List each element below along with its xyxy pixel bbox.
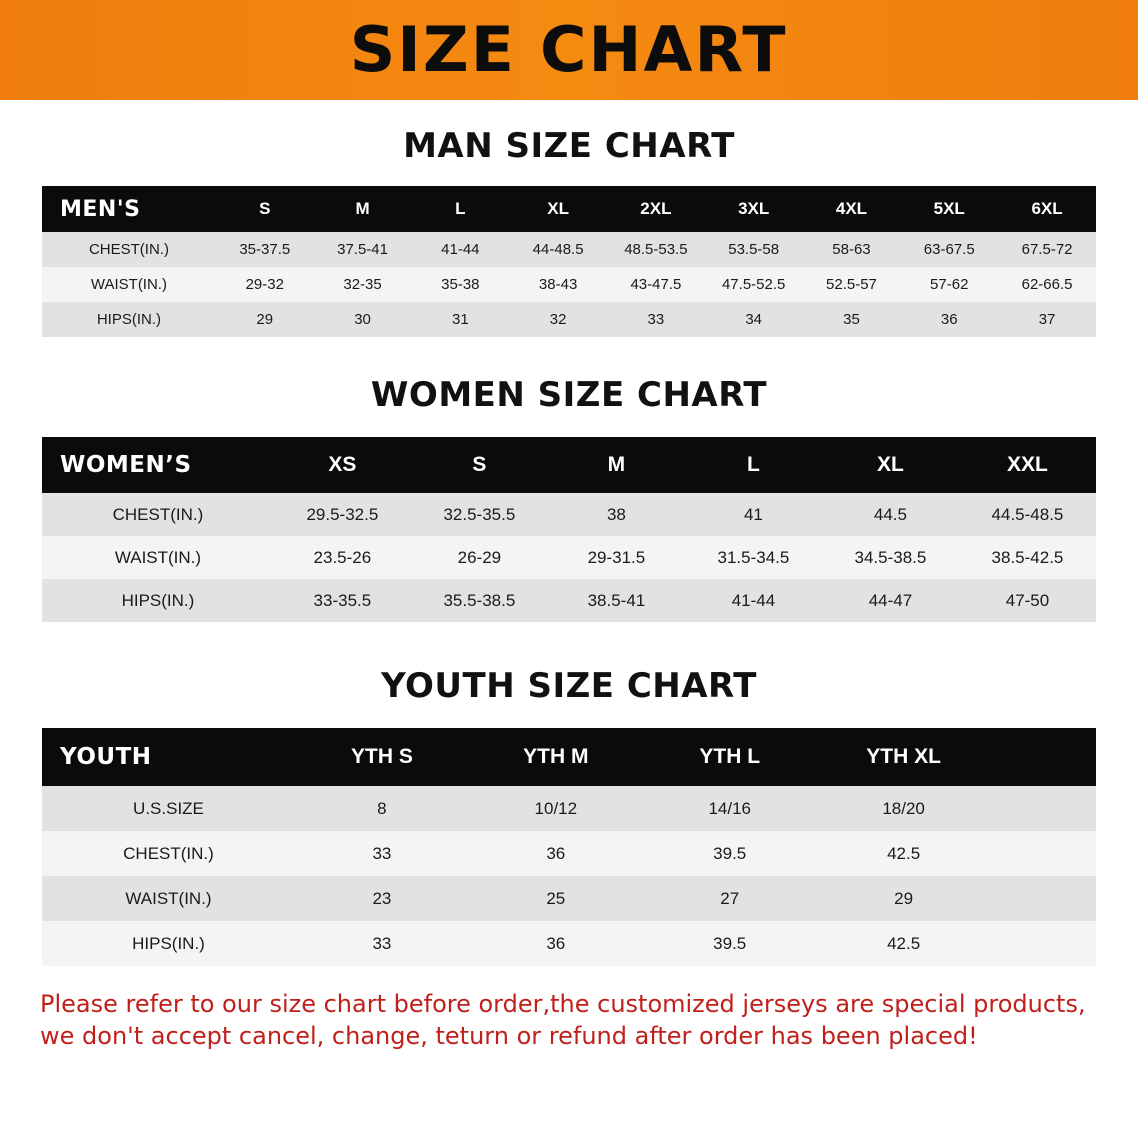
table-cell: 25: [546, 888, 566, 908]
table-cell: 44-48.5: [532, 241, 584, 258]
table-cell: 39.5: [713, 933, 747, 953]
column-header: YTH XL: [817, 728, 991, 786]
table-cell: 62-66.5: [1021, 276, 1073, 293]
table-row: [42, 876, 1096, 921]
table-cell: 33: [372, 933, 392, 953]
table-cell: 48.5-53.5: [624, 241, 688, 258]
column-header: L: [411, 186, 509, 232]
table-cell: 34: [745, 311, 763, 328]
table-cell-spacer: [991, 876, 1096, 921]
row-label: WAIST(IN.): [125, 888, 212, 908]
row-label: WAIST(IN.): [90, 276, 167, 293]
column-header: YTH L: [643, 728, 817, 786]
column-header: S: [411, 437, 548, 493]
table-cell: 38.5-41: [587, 590, 646, 610]
column-header: L: [685, 437, 822, 493]
column-header: S: [216, 186, 314, 232]
column-header: XL: [822, 437, 959, 493]
table-row: [42, 579, 1096, 622]
table-cell: 27: [720, 888, 740, 908]
table-cell: 44-47: [868, 590, 913, 610]
table-row: [42, 921, 1096, 966]
women-table-wrapper: [0, 437, 1138, 622]
table-header-row: [42, 437, 1096, 493]
table-row: [42, 786, 1096, 831]
table-cell: 47.5-52.5: [721, 276, 786, 293]
table-cell: 36: [546, 933, 566, 953]
table-cell: 31.5-34.5: [717, 547, 790, 567]
youth-section-title: YOUTH SIZE CHART: [381, 666, 757, 706]
table-cell: 41-44: [731, 590, 776, 610]
table-cell: 57-62: [930, 276, 969, 293]
order-policy-note: [40, 988, 1098, 1053]
table-cell: 8: [377, 798, 387, 818]
header-banner: [0, 0, 1138, 100]
table-cell: 36: [940, 311, 958, 328]
man-table-wrapper: [0, 186, 1138, 337]
table-cell: 36: [546, 843, 566, 863]
table-cell: 14/16: [708, 798, 751, 818]
table-cell: 47-50: [1005, 590, 1050, 610]
table-cell: 35-37.5: [239, 241, 291, 258]
page-title: SIZE CHART: [350, 13, 788, 86]
table-cell: 42.5: [887, 843, 921, 863]
table-cell: 37: [1038, 311, 1056, 328]
man-section-title: MAN SIZE CHART: [403, 126, 735, 166]
table-cell: 29.5-32.5: [306, 504, 379, 524]
row-label: CHEST(IN.): [88, 241, 169, 258]
table-cell-spacer: [991, 786, 1096, 831]
table-cell: 33: [647, 311, 665, 328]
youth-table-body: [42, 786, 1096, 966]
table-cell: 23: [372, 888, 392, 908]
column-header: 5XL: [900, 186, 998, 232]
table-row: [42, 232, 1096, 267]
column-header: 3XL: [705, 186, 803, 232]
youth-table-wrapper: [0, 728, 1138, 966]
table-cell: 29: [256, 311, 274, 328]
women-section-title: WOMEN SIZE CHART: [370, 375, 768, 415]
table-cell: 32: [549, 311, 567, 328]
column-header-spacer: [991, 728, 1096, 786]
table-header-row: [42, 728, 1096, 786]
table-cell: 38: [606, 504, 626, 524]
column-header: 4XL: [803, 186, 901, 232]
youth-table-head: [42, 728, 1096, 786]
column-header: 6XL: [998, 186, 1096, 232]
table-cell: 39.5: [713, 843, 747, 863]
table-row: [42, 302, 1096, 337]
row-label: U.S.SIZE: [133, 798, 204, 818]
table-row: [42, 536, 1096, 579]
table-cell: 37.5-41: [337, 241, 388, 258]
row-label: HIPS(IN.): [121, 590, 195, 610]
column-header: YTH S: [295, 728, 469, 786]
table-cell: 38.5-42.5: [991, 547, 1064, 567]
table-cell-spacer: [991, 831, 1096, 876]
men-table-head: [42, 186, 1096, 232]
table-cell: 53.5-58: [728, 241, 780, 258]
column-header: XS: [274, 437, 411, 493]
table-cell: 30: [354, 311, 371, 328]
column-header: M: [548, 437, 685, 493]
men-size-table: [42, 186, 1096, 337]
table-cell: 32-35: [343, 276, 382, 293]
table-cell: 29: [894, 888, 914, 908]
table-cell: 58-63: [832, 241, 871, 258]
table-corner-label: MEN'S: [42, 186, 216, 232]
table-cell: 35-38: [441, 276, 480, 293]
table-cell: 26-29: [457, 547, 502, 567]
table-cell: 35.5-38.5: [443, 590, 516, 610]
women-table-body: [42, 493, 1096, 622]
women-size-table: [42, 437, 1096, 622]
table-cell: 31: [451, 311, 469, 328]
table-cell: 33-35.5: [313, 590, 372, 610]
table-row: [42, 493, 1096, 536]
column-header: M: [314, 186, 412, 232]
column-header: XL: [509, 186, 607, 232]
table-cell: 44.5: [873, 504, 907, 524]
table-row: [42, 267, 1096, 302]
row-label: HIPS(IN.): [132, 933, 205, 953]
note-line-1: Please refer to our size chart before order,the customized jerseys are special products,: [40, 990, 1086, 1018]
table-cell-spacer: [991, 921, 1096, 966]
table-cell: 35: [843, 311, 860, 328]
table-cell: 29-32: [245, 276, 284, 293]
table-cell: 52.5-57: [826, 276, 877, 293]
column-header: XXL: [959, 437, 1096, 493]
table-cell: 34.5-38.5: [854, 547, 927, 567]
row-label: CHEST(IN.): [123, 843, 214, 863]
table-cell: 29-31.5: [587, 547, 646, 567]
column-header: YTH M: [469, 728, 643, 786]
table-cell: 18/20: [882, 798, 925, 818]
table-cell: 41: [743, 504, 763, 524]
table-corner-label: WOMEN’S: [42, 437, 274, 493]
table-cell: 33: [372, 843, 392, 863]
row-label: WAIST(IN.): [114, 547, 202, 567]
table-row: [42, 831, 1096, 876]
table-corner-label: YOUTH: [42, 728, 295, 786]
table-cell: 44.5-48.5: [991, 504, 1064, 524]
table-header-row: [42, 186, 1096, 232]
table-cell: 32.5-35.5: [443, 504, 516, 524]
table-cell: 63-67.5: [923, 241, 975, 258]
men-table-body: [42, 232, 1096, 337]
table-cell: 41-44: [441, 241, 480, 258]
table-cell: 23.5-26: [313, 547, 372, 567]
table-cell: 38-43: [538, 276, 578, 293]
table-cell: 42.5: [887, 933, 921, 953]
row-label: CHEST(IN.): [112, 504, 204, 524]
row-label: HIPS(IN.): [96, 311, 162, 328]
column-header: 2XL: [607, 186, 705, 232]
table-cell: 67.5-72: [1021, 241, 1073, 258]
youth-size-table: [42, 728, 1096, 966]
women-table-head: [42, 437, 1096, 493]
note-line-2: we don't accept cancel, change, teturn or refund after order has been placed!: [40, 1022, 978, 1051]
table-cell: 43-47.5: [630, 276, 682, 293]
table-cell: 10/12: [534, 798, 578, 818]
